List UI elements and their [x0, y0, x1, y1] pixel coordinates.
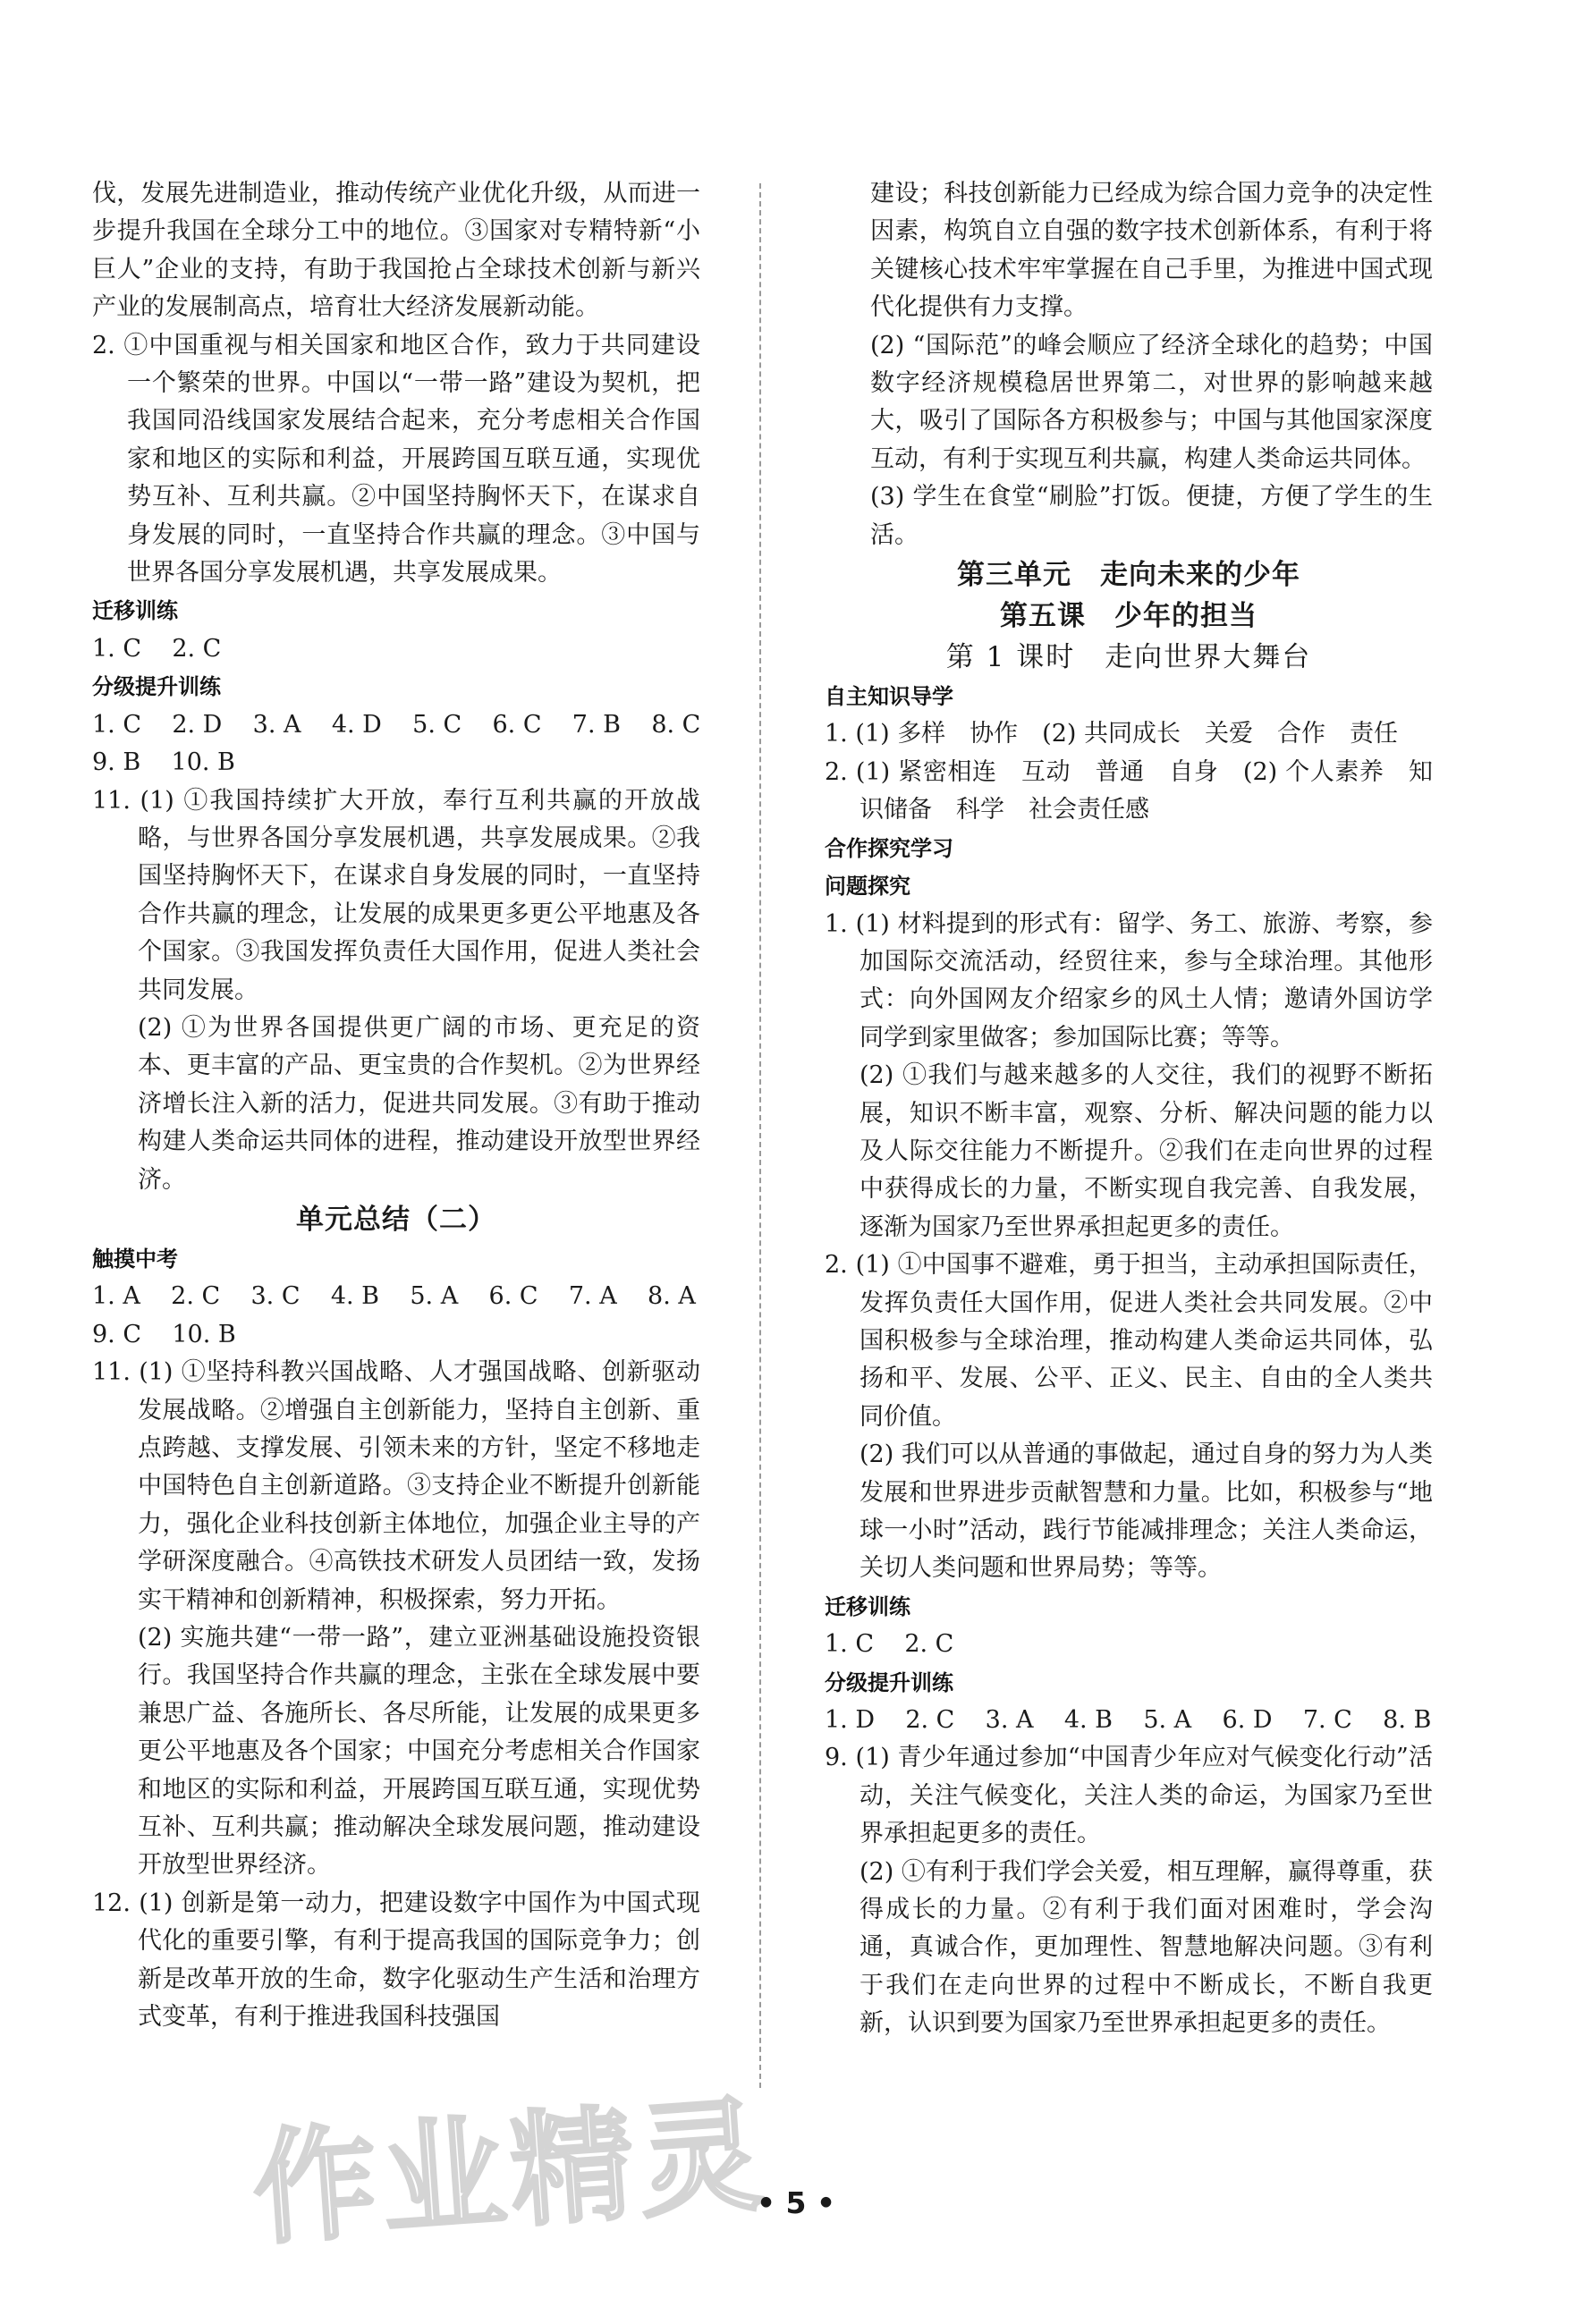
exam-answer-11: [92, 1354, 700, 1619]
self-study-answer-1-number: 1.: [825, 720, 848, 748]
answer-11: [92, 782, 700, 1010]
graded-answer-9-number: 9.: [825, 1744, 848, 1772]
self-study-answer-1: [825, 715, 1433, 753]
graded-answer-9-part-1: (1) 青少年通过参加“中国青少年应对气候变化行动”活动，关注气候变化，关注人类的命运，为国家乃至世界承担起更多的责任。: [855, 1744, 1433, 1848]
left-intro-text: 伐，发展先进制造业，推动传统产业优化升级，从而进一步提升我国在全球分工中的地位。③国家对专精特新“小巨人”企业的支持，有助于我国抢占全球技术创新与新兴产业的发展制高点，培育壮大经济发展新动能。: [92, 180, 700, 322]
inquiry-answer-1-number: 1.: [825, 909, 848, 938]
inquiry-answer-1: [825, 906, 1433, 1058]
answer-2: [92, 327, 700, 593]
exam-answer-12-text: (1) 创新是第一动力，把建设数字中国作为中国式现代化的重要引擎，有利于提高我国的国际竞争力；创新是改革开放的生命，数字化驱动生产生活和治理方式变革，有利于推进我国科技强国: [138, 1889, 700, 2032]
lesson-title: 第五课 少年的担当: [1000, 600, 1258, 633]
self-study-answer-2: [825, 754, 1433, 830]
graded-answers-line-2: 9. B 10. B: [92, 748, 235, 777]
cooperative-study-heading: 合作探究学习: [825, 835, 953, 861]
self-study-heading: 自主知识导学: [825, 684, 953, 710]
exam-answers-line-2: 9. C 10. B: [92, 1320, 236, 1348]
page-number: • 5 •: [756, 2185, 836, 2220]
exam-practice-heading: 触摸中考: [92, 1246, 178, 1272]
self-study-answer-1-text: (1) 多样 协作 (2) 共同成长 关爱 合作 责任: [855, 720, 1399, 748]
inquiry-answer-2: [825, 1247, 1433, 1436]
exam-answer-11-part-2: (2) 实施共建“一带一路”，建立亚洲基础设施投资银行。我国坚持合作共赢的理念，主张在全球发展中要兼思广益、各施所长、各尽所能，让发展的成果更多更公平地惠及各个国家；中国充分考虑相关合作国家和地区的实际和利益，开展跨国互联互通，实现优势互补、互利共赢；推动解决全球发展问题，推动建设开放型世界经济。: [138, 1624, 700, 1880]
exam-answer-12: [92, 1885, 700, 2037]
left-column: [92, 175, 700, 2037]
graded-training-heading: 分级提升训练: [92, 674, 221, 700]
transfer-training-answers: 1. C 2. C: [92, 634, 222, 663]
period-title: 第 1 课时 走向世界大舞台: [945, 641, 1312, 674]
exam-answer-12-number: 12.: [92, 1889, 131, 1917]
answer-11-part-1: (1) ①我国持续扩大开放，奉行互利共赢的开放战略，与世界各国分享发展机遇，共享发展成果。②我国坚持胸怀天下，在谋求自身发展的同时，一直坚持合作共赢的理念，让发展的成果更多更公平地惠及各个国家。③我国发挥负责任大国作用，促进人类社会共同发展。: [138, 786, 701, 1004]
exam-answer-11-number: 11.: [92, 1358, 131, 1387]
answer-11-part-2: (2) ①为世界各国提供更广阔的市场、更充足的资本、更丰富的产品、更宝贵的合作契机。②为世界经济增长注入新的活力，促进共同发展。③有助于推动构建人类命运共同体的进程，推动建设开放型世界经济。: [138, 1013, 700, 1194]
exam-answer-11-part-1: (1) ①坚持科教兴国战略、人才强国战略、创新驱动发展战略。②增强自主创新能力，坚持自主创新、重点跨越、支撑发展、引领未来的方针，坚定不移地走中国特色自主创新道路。③支持企业不断提升创新能力，强化企业科技创新主体地位，加强企业主导的产学研深度融合。④高铁技术研发人员团结一致，发扬实干精神和创新精神，积极探索，努力开拓。: [138, 1358, 700, 1614]
answer-2-text: ①中国重视与相关国家和地区合作，致力于共同建设一个繁荣的世界。中国以“一带一路”建设为契机，把我国同沿线国家发展结合起来，充分考虑相关合作国家和地区的实际和利益，开展跨国互联互通，实现优势互补、互利共赢。②中国坚持胸怀天下，在谋求自身发展的同时，一直坚持合作共赢的理念。③中国与世界各国分享发展机遇，共享发展成果。: [123, 331, 700, 587]
transfer-training-heading: 迁移训练: [92, 598, 178, 624]
graded-answer-9: [825, 1739, 1433, 1853]
inquiry-answer-1-part-1: (1) 材料提到的形式有：留学、务工、旅游、考察，参加国际交流活动，经贸往来，参与全球治理。其他形式：向外国网友介绍家乡的风土人情；邀请外国访学同学到家里做客；参加国际比赛；等等。: [855, 909, 1433, 1052]
inquiry-answer-2-part-1: (1) ①中国事不避难，勇于担当，主动承担国际责任，发挥负责任大国作用，促进人类社会共同发展。②中国积极参与全球治理，推动构建人类命运共同体，弘扬和平、发展、公平、正义、民主、自由的全人类共同价值。: [855, 1251, 1433, 1431]
watermark: 作业精灵: [248, 2083, 773, 2262]
right-graded-answers: 1. D 2. C 3. A 4. B 5. A 6. D 7. C 8. B: [825, 1706, 1432, 1735]
unit-summary-title: 单元总结（二）: [296, 1203, 496, 1236]
graded-answer-9-part-2: (2) ①有利于我们学会关爱，相互理解，赢得尊重，获得成长的力量。②有利于我们面对困难时，学会沟通，真诚合作，更加理性、智慧地解决问题。③有利于我们在走向世界的过程中不断成长，不断自我更新，认识到要为国家乃至世界承担起更多的责任。: [860, 1857, 1433, 2038]
exam-answer-12-part-3: (3) 学生在食堂“刷脸”打饭。便捷，方便了学生的生活。: [870, 483, 1433, 549]
right-column: [825, 175, 1433, 2043]
answer-2-number: 2.: [92, 331, 115, 359]
exam-answer-12-continued: 建设；科技创新能力已经成为综合国力竞争的决定性因素，构筑自立自强的数字技术创新体系，有利于将关键核心技术牢牢掌握在自己手里，为推进中国式现代化提供有力支撑。: [870, 180, 1433, 322]
right-transfer-training-answers: 1. C 2. C: [825, 1630, 954, 1659]
inquiry-answer-2-number: 2.: [825, 1251, 848, 1280]
right-graded-training-heading: 分级提升训练: [825, 1669, 953, 1695]
graded-answers-line-1: 1. C 2. D 3. A 4. D 5. C 6. C 7. B 8. C: [92, 710, 701, 739]
inquiry-answer-2-part-2: (2) 我们可以从普通的事做起，通过自身的努力为人类发展和世界进步贡献智慧和力量。比如，积极参与“地球一小时”活动，践行节能减排理念；关注人类命运，关切人类问题和世界局势；等等。: [860, 1441, 1433, 1583]
self-study-answer-2-text: (1) 紧密相连 互动 普通 自身 (2) 个人素养 知识储备 科学 社会责任感: [855, 757, 1434, 824]
answer-11-number: 11.: [92, 786, 131, 815]
unit-title: 第三单元 走向未来的少年: [957, 559, 1300, 592]
inquiry-heading: 问题探究: [825, 874, 910, 900]
column-divider: [759, 183, 761, 2088]
self-study-answer-2-number: 2.: [825, 757, 848, 786]
exam-answer-12-part-2: (2) “国际范”的峰会顺应了经济全球化的趋势；中国数字经济规模稳居世界第二，对世界的影响越来越大，吸引了国际各方积极参与；中国与其他国家深度互动，有利于实现互利共赢，构建人类命运共同体。: [870, 331, 1433, 473]
right-transfer-training-heading: 迁移训练: [825, 1593, 910, 1619]
exam-answers-line-1: 1. A 2. C 3. C 4. B 5. A 6. C 7. A 8. A: [92, 1282, 696, 1311]
inquiry-answer-1-part-2: (2) ①我们与越来越多的人交往，我们的视野不断拓展，知识不断丰富，观察、分析、解决问题的能力以及人际交往能力不断提升。②我们在走向世界的过程中获得成长的力量，不断实现自我完善、自我发展，逐渐为国家乃至世界承担起更多的责任。: [860, 1061, 1433, 1241]
